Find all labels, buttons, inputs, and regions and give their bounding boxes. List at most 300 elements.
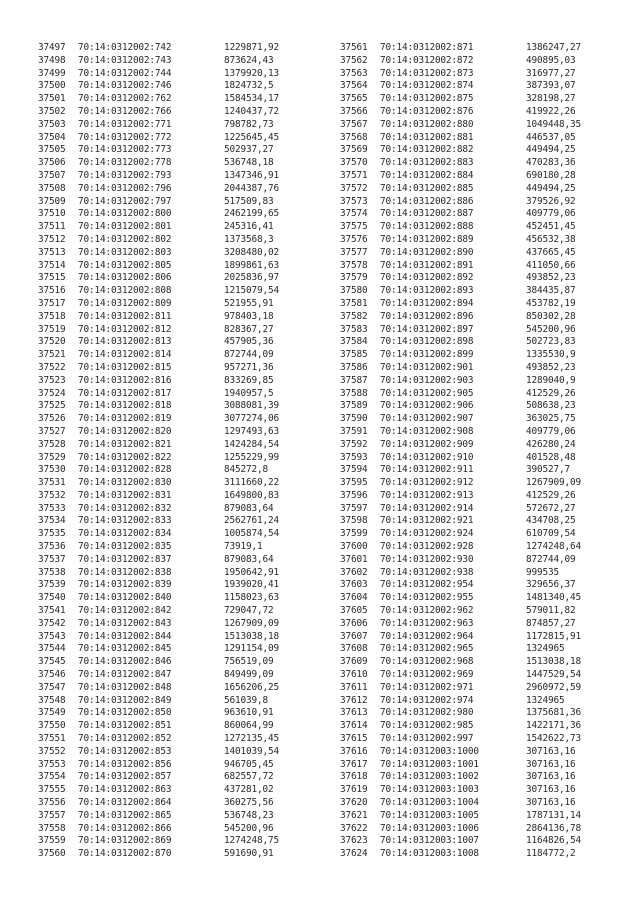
cadastral-number: 70:14:0312002:746 — [78, 80, 172, 92]
cadastral-number: 70:14:0312002:911 — [380, 464, 474, 476]
row-number: 37591 — [340, 425, 368, 437]
table-row — [340, 80, 581, 93]
table-row — [340, 247, 581, 260]
cadastral-number: 70:14:0312002:834 — [78, 528, 172, 540]
row-number: 37579 — [340, 272, 368, 284]
cadastral-number: 70:14:0312002:890 — [380, 246, 474, 258]
cadastral-number: 70:14:0312002:828 — [78, 464, 172, 476]
cadastral-number: 70:14:0312002:851 — [78, 720, 172, 732]
table-row — [38, 375, 279, 388]
table-row — [38, 55, 279, 68]
table-row — [38, 119, 279, 132]
table-row — [38, 272, 279, 285]
row-number: 37557 — [38, 809, 66, 821]
value: 1656206,25 — [224, 681, 279, 693]
value: 536748,18 — [224, 157, 274, 169]
value: 545200,96 — [224, 822, 274, 834]
table-row — [340, 579, 581, 592]
row-number: 37561 — [340, 42, 368, 53]
value: 453782,19 — [526, 297, 576, 309]
value: 1172815,91 — [526, 630, 581, 642]
row-number: 37616 — [340, 745, 368, 757]
row-number: 37539 — [38, 579, 66, 591]
value: 419922,26 — [526, 105, 576, 117]
value: 1324965 — [526, 694, 565, 706]
table-row — [38, 285, 279, 298]
cadastral-number: 70:14:0312002:985 — [380, 720, 474, 732]
cadastral-number: 70:14:0312002:830 — [78, 477, 172, 489]
row-number: 37533 — [38, 502, 66, 514]
value: 426280,24 — [526, 438, 576, 450]
value: 946705,45 — [224, 758, 274, 770]
table-row — [340, 132, 581, 145]
value: 502937,27 — [224, 144, 274, 156]
cadastral-number: 70:14:0312002:893 — [380, 285, 474, 297]
cadastral-number: 70:14:0312002:821 — [78, 438, 172, 450]
row-number: 37594 — [340, 464, 368, 476]
value: 591690,91 — [224, 848, 274, 860]
table-row — [38, 707, 279, 720]
cadastral-number: 70:14:0312002:849 — [78, 694, 172, 706]
value: 73919,1 — [224, 541, 263, 553]
cadastral-number: 70:14:0312002:766 — [78, 105, 172, 117]
value: 1335530,9 — [526, 349, 576, 361]
cadastral-number: 70:14:0312002:850 — [78, 707, 172, 719]
table-row — [38, 464, 279, 477]
table-row — [38, 733, 279, 746]
row-number: 37624 — [340, 848, 368, 860]
table-row — [340, 464, 581, 477]
row-number: 37583 — [340, 323, 368, 335]
value: 508638,23 — [526, 400, 576, 412]
value: 452451,45 — [526, 221, 576, 233]
value: 1289040,9 — [526, 374, 576, 386]
table-row — [38, 247, 279, 260]
table-row — [340, 503, 581, 516]
cadastral-number: 70:14:0312002:742 — [78, 42, 172, 53]
row-number: 37601 — [340, 553, 368, 565]
cadastral-number: 70:14:0312002:856 — [78, 758, 172, 770]
table-row — [340, 835, 581, 848]
value: 833269,85 — [224, 374, 274, 386]
value: 493852,23 — [526, 361, 576, 373]
table-row — [340, 618, 581, 631]
value: 409779,06 — [526, 425, 576, 437]
value: 1513038,18 — [224, 630, 279, 642]
table-row — [340, 733, 581, 746]
value: 1447529,54 — [526, 669, 581, 681]
table-row — [340, 196, 581, 209]
row-number: 37560 — [38, 848, 66, 860]
cadastral-number: 70:14:0312002:872 — [380, 54, 474, 66]
row-number: 37595 — [340, 477, 368, 489]
row-number: 37538 — [38, 566, 66, 578]
table-row — [38, 643, 279, 656]
table-row — [38, 515, 279, 528]
row-number: 37574 — [340, 208, 368, 220]
row-number: 37578 — [340, 259, 368, 271]
cadastral-number: 70:14:0312002:842 — [78, 605, 172, 617]
table-row — [340, 221, 581, 234]
value: 307163,16 — [526, 784, 576, 796]
table-row — [340, 810, 581, 823]
row-number: 37523 — [38, 374, 66, 386]
cadastral-number: 70:14:0312002:853 — [78, 745, 172, 757]
table-row — [38, 170, 279, 183]
value: 307163,16 — [526, 758, 576, 770]
row-number: 37554 — [38, 771, 66, 783]
value: 409779,06 — [526, 208, 576, 220]
row-number: 37558 — [38, 822, 66, 834]
value: 879083,64 — [224, 553, 274, 565]
table-row — [38, 720, 279, 733]
row-number: 37606 — [340, 617, 368, 629]
value: 1379920,13 — [224, 67, 279, 79]
row-number: 37566 — [340, 105, 368, 117]
row-number: 37618 — [340, 771, 368, 783]
row-number: 37537 — [38, 553, 66, 565]
value: 579011,82 — [526, 605, 576, 617]
table-row — [38, 80, 279, 93]
row-number: 37556 — [38, 797, 66, 809]
table-row — [340, 669, 581, 682]
table-row — [38, 234, 279, 247]
value: 1899861,63 — [224, 259, 279, 271]
table-row — [340, 682, 581, 695]
value: 1542622,73 — [526, 733, 581, 745]
cadastral-number: 70:14:0312002:840 — [78, 592, 172, 604]
cadastral-number: 70:14:0312002:871 — [380, 42, 474, 53]
table-row — [38, 759, 279, 772]
cadastral-number: 70:14:0312002:914 — [380, 502, 474, 514]
value: 1049448,35 — [526, 118, 581, 130]
cadastral-number: 70:14:0312002:817 — [78, 387, 172, 399]
cadastral-number: 70:14:0312002:887 — [380, 208, 474, 220]
value: 363025,75 — [526, 413, 576, 425]
value: 1164826,54 — [526, 835, 581, 847]
value: 3077274,06 — [224, 413, 279, 425]
value: 3111660,22 — [224, 477, 279, 489]
value: 1513038,18 — [526, 656, 581, 668]
cadastral-number: 70:14:0312002:965 — [380, 643, 474, 655]
value: 2562761,24 — [224, 515, 279, 527]
row-number: 37500 — [38, 80, 66, 92]
cadastral-number: 70:14:0312003:1008 — [380, 848, 479, 860]
row-number: 37535 — [38, 528, 66, 540]
value: 1274248,64 — [526, 541, 581, 553]
left-column — [38, 42, 279, 861]
row-number: 37517 — [38, 297, 66, 309]
table-row — [38, 618, 279, 631]
table-row — [38, 797, 279, 810]
cadastral-number: 70:14:0312002:881 — [380, 131, 474, 143]
table-row — [38, 298, 279, 311]
cadastral-number: 70:14:0312002:847 — [78, 669, 172, 681]
row-number: 37534 — [38, 515, 66, 527]
row-number: 37511 — [38, 221, 66, 233]
table-row — [340, 157, 581, 170]
value: 1347346,91 — [224, 169, 279, 181]
value: 845272,8 — [224, 464, 268, 476]
table-row — [340, 119, 581, 132]
cadastral-number: 70:14:0312002:848 — [78, 681, 172, 693]
table-row — [38, 388, 279, 401]
table-row — [340, 643, 581, 656]
table-row — [340, 183, 581, 196]
table-row — [340, 656, 581, 669]
table-row — [340, 388, 581, 401]
value: 1324965 — [526, 643, 565, 655]
row-number: 37581 — [340, 297, 368, 309]
row-number: 37593 — [340, 451, 368, 463]
table-row — [38, 362, 279, 375]
row-number: 37568 — [340, 131, 368, 143]
cadastral-number: 70:14:0312002:962 — [380, 605, 474, 617]
row-number: 37571 — [340, 169, 368, 181]
value: 412529,26 — [526, 489, 576, 501]
row-number: 37623 — [340, 835, 368, 847]
row-number: 37536 — [38, 541, 66, 553]
row-number: 37586 — [340, 361, 368, 373]
table-row — [340, 208, 581, 221]
cadastral-number: 70:14:0312002:896 — [380, 310, 474, 322]
cadastral-number: 70:14:0312002:845 — [78, 643, 172, 655]
row-number: 37587 — [340, 374, 368, 386]
value: 360275,56 — [224, 797, 274, 809]
table-row — [340, 541, 581, 554]
row-number: 37505 — [38, 144, 66, 156]
value: 521955,91 — [224, 297, 274, 309]
cadastral-number: 70:14:0312002:875 — [380, 93, 474, 105]
cadastral-number: 70:14:0312002:863 — [78, 784, 172, 796]
cadastral-number: 70:14:0312002:882 — [380, 144, 474, 156]
cadastral-number: 70:14:0312002:819 — [78, 413, 172, 425]
row-number: 37498 — [38, 54, 66, 66]
table-row — [38, 157, 279, 170]
value: 729047,72 — [224, 605, 274, 617]
value: 536748,23 — [224, 809, 274, 821]
cadastral-number: 70:14:0312002:800 — [78, 208, 172, 220]
row-number: 37609 — [340, 656, 368, 668]
value: 456532,38 — [526, 233, 576, 245]
table-row — [340, 567, 581, 580]
value: 1386247,27 — [526, 42, 581, 53]
table-row — [340, 528, 581, 541]
table-row — [340, 260, 581, 273]
cadastral-number: 70:14:0312002:771 — [78, 118, 172, 130]
value: 307163,16 — [526, 745, 576, 757]
cadastral-number: 70:14:0312002:813 — [78, 336, 172, 348]
value: 572672,27 — [526, 502, 576, 514]
row-number: 37603 — [340, 579, 368, 591]
table-row — [38, 221, 279, 234]
table-row — [38, 605, 279, 618]
table-row — [340, 784, 581, 797]
cadastral-number: 70:14:0312002:809 — [78, 297, 172, 309]
cadastral-number: 70:14:0312002:818 — [78, 400, 172, 412]
cadastral-number: 70:14:0312003:1007 — [380, 835, 479, 847]
row-number: 37497 — [38, 42, 66, 53]
cadastral-number: 70:14:0312003:1002 — [380, 771, 479, 783]
value: 872744,09 — [526, 553, 576, 565]
row-number: 37544 — [38, 643, 66, 655]
row-number: 37552 — [38, 745, 66, 757]
row-number: 37516 — [38, 285, 66, 297]
value: 3208480,02 — [224, 246, 279, 258]
table-row — [340, 426, 581, 439]
value: 828367,27 — [224, 323, 274, 335]
table-row — [38, 413, 279, 426]
row-number: 37518 — [38, 310, 66, 322]
table-row — [38, 311, 279, 324]
table-row — [340, 605, 581, 618]
table-row — [340, 362, 581, 375]
value: 682557,72 — [224, 771, 274, 783]
table-row — [340, 298, 581, 311]
row-number: 37530 — [38, 464, 66, 476]
cadastral-number: 70:14:0312002:833 — [78, 515, 172, 527]
value: 610709,54 — [526, 528, 576, 540]
cadastral-number: 70:14:0312002:805 — [78, 259, 172, 271]
row-number: 37570 — [340, 157, 368, 169]
row-number: 37575 — [340, 221, 368, 233]
row-number: 37519 — [38, 323, 66, 335]
table-row — [38, 848, 279, 861]
cadastral-number: 70:14:0312002:903 — [380, 374, 474, 386]
row-number: 37584 — [340, 336, 368, 348]
value: 957271,36 — [224, 361, 274, 373]
cadastral-number: 70:14:0312002:888 — [380, 221, 474, 233]
cadastral-number: 70:14:0312002:852 — [78, 733, 172, 745]
cadastral-number: 70:14:0312002:837 — [78, 553, 172, 565]
row-number: 37531 — [38, 477, 66, 489]
value: 1422171,36 — [526, 720, 581, 732]
row-number: 37619 — [340, 784, 368, 796]
cadastral-number: 70:14:0312002:968 — [380, 656, 474, 668]
table-row — [38, 784, 279, 797]
row-number: 37617 — [340, 758, 368, 770]
cadastral-number: 70:14:0312002:822 — [78, 451, 172, 463]
cadastral-number: 70:14:0312002:964 — [380, 630, 474, 642]
value: 1481340,45 — [526, 592, 581, 604]
table-row — [38, 528, 279, 541]
row-number: 37589 — [340, 400, 368, 412]
cadastral-number: 70:14:0312002:901 — [380, 361, 474, 373]
table-row — [340, 439, 581, 452]
table-row — [340, 592, 581, 605]
cadastral-number: 70:14:0312002:892 — [380, 272, 474, 284]
cadastral-number: 70:14:0312002:921 — [380, 515, 474, 527]
cadastral-number: 70:14:0312002:908 — [380, 425, 474, 437]
table-row — [340, 375, 581, 388]
table-row — [38, 835, 279, 848]
cadastral-number: 70:14:0312002:938 — [380, 566, 474, 578]
cadastral-number: 70:14:0312002:891 — [380, 259, 474, 271]
cadastral-number: 70:14:0312002:808 — [78, 285, 172, 297]
table-row — [340, 695, 581, 708]
cadastral-number: 70:14:0312002:778 — [78, 157, 172, 169]
cadastral-number: 70:14:0312002:886 — [380, 195, 474, 207]
table-row — [38, 682, 279, 695]
value: 307163,16 — [526, 797, 576, 809]
row-number: 37541 — [38, 605, 66, 617]
value: 411050,66 — [526, 259, 576, 271]
value: 963610,91 — [224, 707, 274, 719]
cadastral-number: 70:14:0312002:870 — [78, 848, 172, 860]
value: 449494,25 — [526, 182, 576, 194]
table-row — [38, 452, 279, 465]
cadastral-number: 70:14:0312002:955 — [380, 592, 474, 604]
row-number: 37515 — [38, 272, 66, 284]
row-number: 37607 — [340, 630, 368, 642]
cadastral-number: 70:14:0312002:880 — [380, 118, 474, 130]
row-number: 37597 — [340, 502, 368, 514]
row-number: 37604 — [340, 592, 368, 604]
row-number: 37590 — [340, 413, 368, 425]
row-number: 37512 — [38, 233, 66, 245]
row-number: 37553 — [38, 758, 66, 770]
value: 379526,92 — [526, 195, 576, 207]
row-number: 37555 — [38, 784, 66, 796]
value: 1375681,36 — [526, 707, 581, 719]
cadastral-number: 70:14:0312002:806 — [78, 272, 172, 284]
table-row — [38, 260, 279, 273]
cadastral-number: 70:14:0312002:907 — [380, 413, 474, 425]
row-number: 37509 — [38, 195, 66, 207]
cadastral-number: 70:14:0312002:909 — [380, 438, 474, 450]
value: 873624,43 — [224, 54, 274, 66]
value: 872744,09 — [224, 349, 274, 361]
table-row — [38, 132, 279, 145]
value: 1373568,3 — [224, 233, 274, 245]
table-row — [340, 68, 581, 81]
value: 1939020,41 — [224, 579, 279, 591]
value: 490895,03 — [526, 54, 576, 66]
cadastral-number: 70:14:0312002:846 — [78, 656, 172, 668]
value: 1272135,45 — [224, 733, 279, 745]
value: 1267909,09 — [224, 617, 279, 629]
value: 517509,83 — [224, 195, 274, 207]
value: 449494,25 — [526, 144, 576, 156]
cadastral-number: 70:14:0312002:820 — [78, 425, 172, 437]
table-row — [38, 656, 279, 669]
table-row — [38, 93, 279, 106]
cadastral-number: 70:14:0312002:906 — [380, 400, 474, 412]
row-number: 37522 — [38, 361, 66, 373]
row-number: 37612 — [340, 694, 368, 706]
row-number: 37551 — [38, 733, 66, 745]
value: 1184772,2 — [526, 848, 576, 860]
cadastral-number: 70:14:0312002:843 — [78, 617, 172, 629]
cadastral-number: 70:14:0312002:974 — [380, 694, 474, 706]
value: 1229871,92 — [224, 42, 279, 53]
cadastral-number: 70:14:0312002:884 — [380, 169, 474, 181]
row-number: 37532 — [38, 489, 66, 501]
row-number: 37521 — [38, 349, 66, 361]
table-row — [340, 55, 581, 68]
table-row — [340, 771, 581, 784]
value: 756519,09 — [224, 656, 274, 668]
row-number: 37543 — [38, 630, 66, 642]
value: 493852,23 — [526, 272, 576, 284]
row-number: 37577 — [340, 246, 368, 258]
table-row — [340, 797, 581, 810]
row-number: 37540 — [38, 592, 66, 604]
value: 437281,02 — [224, 784, 274, 796]
table-row — [38, 823, 279, 836]
table-row — [38, 106, 279, 119]
value: 1005874,54 — [224, 528, 279, 540]
